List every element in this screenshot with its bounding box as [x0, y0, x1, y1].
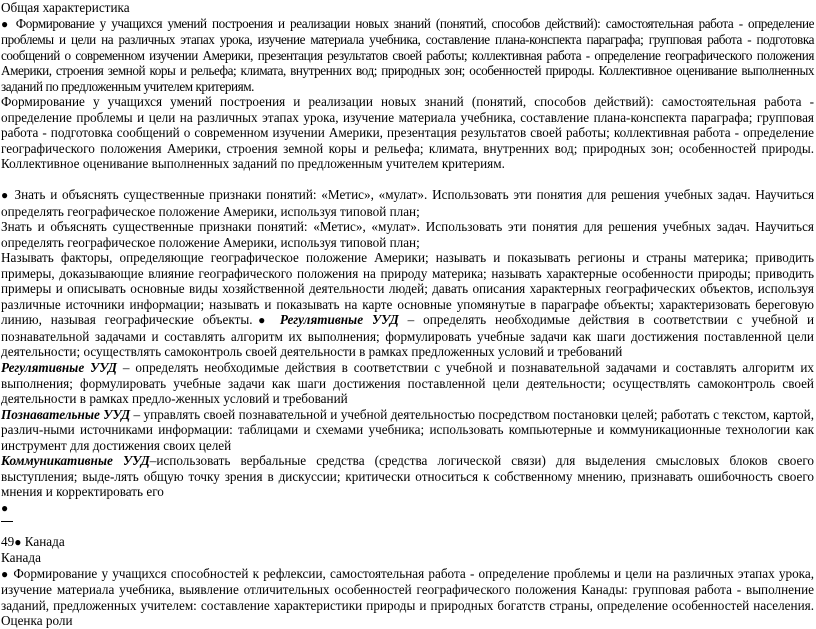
paragraph-3-text: Знать и объяснять существенные признаки понятий: «Метис», «мулат». Использовать эти понятия для решения учебных задач. Научиться определять географическое положение Америки, используя типовой план;	[1, 187, 815, 219]
spacer	[1, 172, 814, 187]
paragraph-7	[1, 407, 814, 454]
header-title: Общая характеристика	[1, 0, 130, 15]
paragraph-6	[1, 360, 814, 407]
paragraph-3	[1, 187, 814, 219]
paragraph-5-text: Называть факторы, определяющие географическое положение Америки; называть и показывать регионы и страны материка; приводить примеры, доказывающие влияние географического положения на природу материка; называть характерные особенности природы; приводить примеры и описывать основные виды хозяйственной деятельности людей; давать описания характерных географических объектов, используя различные источники информации; называть и показывать на карте основные упомянутые в параграфе объекты; характеризовать береговую линию, называя географические объекты.	[1, 250, 814, 328]
paragraph-9	[1, 566, 814, 629]
bullet-icon: ●	[1, 188, 10, 203]
bullet-icon: ●	[1, 500, 9, 515]
cognitive-term: Познавательные УУД	[1, 406, 131, 422]
short-divider	[1, 521, 13, 522]
slide-label	[1, 534, 814, 551]
paragraph-5	[1, 250, 814, 360]
paragraph-4: Знать и объяснять существенные признаки понятий: «Метис», «мулат». Использовать эти понятия для решения учебных задач. Научиться определять географическое положение Америки, используя типовой план;	[1, 219, 814, 250]
paragraph-2: Формирование у учащихся умений построения и реализации новых знаний (понятий, способов действий): самостоятельная работа - определение проблемы и цели на различных этапах урока, изучение материала учебника, составление плана-конспекта параграфа; групповая работа - подготовка сообщений о современном изучении Америки, презентация результатов своей работы; коллективная работа - определение географического положения Америки, строения земной коры и рельефа; климата, внутренних вод; природных зон; особенностей природы. Коллективное оценивание выполненных заданий по предложенным учителем критериям.	[1, 94, 814, 172]
paragraph-8-rest: –использовать вербальные средства (средства логической связи) для выделения смысловых блоков своего выступления; выде-лять общую точку зрения в дискуссии; критически относиться к собственному мнению, признавать ошибочность своего мнения и корректировать его	[1, 453, 814, 500]
bullet-icon: ●	[1, 16, 11, 31]
paragraph-9-text: Формирование у учащихся способностей к рефлексии, самостоятельная работа - определение проблемы и цели на различных этапах урока, изучение материала учебника, выявление отличительных особенностей географического положения Канады: групповая работа - выполнение заданий, предложенных учителем: составление характеристики природы и природных богатств страны, определение особенностей населения. Оценка роли	[1, 565, 815, 629]
paragraph-1	[1, 16, 814, 95]
slide-title: Канада	[24, 533, 65, 549]
bullet-icon: ●	[252, 313, 271, 328]
regulatory-term-2: Регулятивные УУД	[1, 360, 117, 376]
bullet-icon: ●	[1, 566, 10, 581]
slide-number: 49	[1, 533, 15, 549]
regulatory-term: Регулятивные УУД	[279, 312, 399, 328]
bullet-icon: ●	[14, 534, 22, 549]
paragraph-1-text: Формирование у учащихся умений построения и реализации новых знаний (понятий, способов действий): самостоятельная работа - определение проблемы и цели на различных этапах урока, изучение материала учебника, составление плана-конспекта параграфа; групповая работа - подготовка сообщений о современном изучении Америки, презентация результатов своей работы; коллективная работа - определение географического положения Америки, строения земной коры и рельефа; климата, внутренних вод; природных зон; особенностей природы. Коллективное оценивание выполненных заданий по предложенным учителем критериям.	[1, 15, 814, 94]
paragraph-5-rest: – определять необходимые действия в соответствии с учебной и познавательной задачами и составлять алгоритм их выполнения; формулировать учебные задачи как шаги достижения поставленной цели деятельности; осуществлять самоконтроль своей деятельности в рамках предложенных условий и требований	[1, 312, 815, 360]
communicative-term: Коммуникативные УУД	[1, 453, 150, 469]
paragraph-7-rest: – управлять своей познавательной и учебной деятельностью посредством постановки целей; работать с текстом, картой, различ-ными источниками информации: таблицами и схемами учебника; использовать компьютерные и коммуникационные технологии как инструмент для достижения своих целей	[1, 406, 814, 453]
section-title: Канада	[1, 550, 41, 566]
trailing-bullet	[1, 500, 814, 517]
paragraph-6-rest: – определять необходимые действия в соответствии с учебной и познавательной задачами и составлять алгоритм их выполнения; формулировать учебные задачи как шаги достижения поставленной цели деятельности; осуществлять самоконтроль своей деятельности в рамках предло-женных условий и требований	[1, 360, 815, 407]
paragraph-8	[1, 453, 814, 500]
